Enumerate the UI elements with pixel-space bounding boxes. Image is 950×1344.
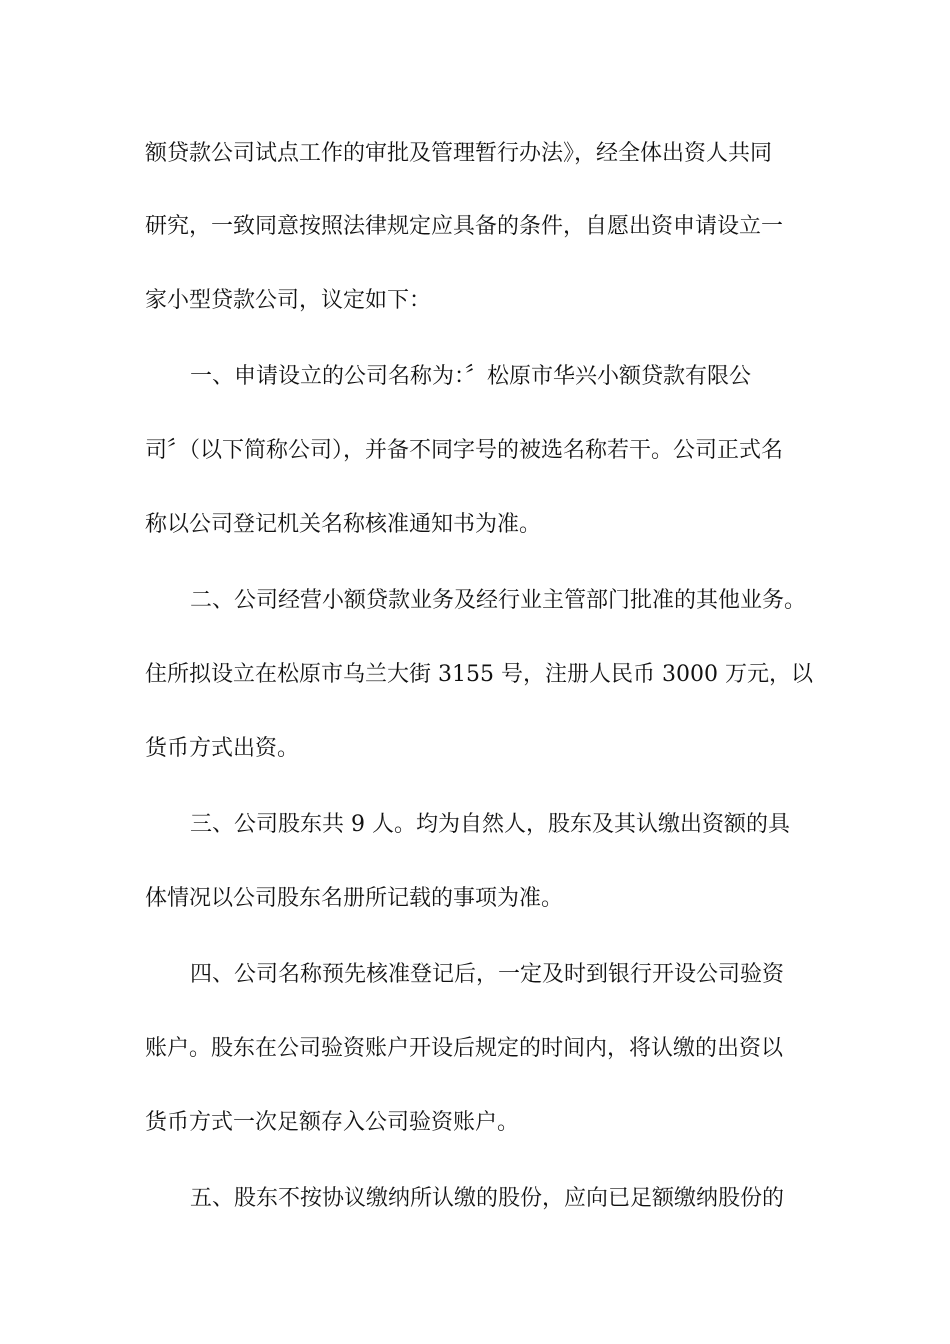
paragraph-line: 货币方式一次足额存入公司验资账户。 — [145, 1110, 520, 1135]
paragraph-line: 四、公司名称预先核准登记后，一定及时到银行开设公司验资 — [190, 962, 785, 987]
paragraph-line: 额贷款公司试点工作的审批及管理暂行办法》，经全体出资人共同 — [145, 141, 773, 166]
paragraph-line: 体情况以公司股东名册所记载的事项为准。 — [145, 886, 564, 911]
paragraph-line: 五、股东不按协议缴纳所认缴的股份，应向已足额缴纳股份的 — [190, 1186, 785, 1211]
paragraph-line: 研究，一致同意按照法律规定应具备的条件，自愿出资申请设立一 — [145, 214, 784, 239]
paragraph-line: 家小型贷款公司，议定如下： — [145, 288, 432, 313]
paragraph-line: 司〞（以下简称公司），并备不同字号的被选名称若干。公司正式名 — [145, 438, 784, 463]
paragraph-line: 住所拟设立在松原市乌兰大街 3155 号，注册人民币 3000 万元，以 — [145, 662, 813, 687]
paragraph-line: 货币方式出资。 — [145, 736, 300, 761]
paragraph-line: 二、公司经营小额贷款业务及经行业主管部门批准的其他业务。 — [190, 588, 807, 613]
paragraph-line: 三、公司股东共 9 人。均为自然人，股东及其认缴出资额的具 — [190, 812, 790, 837]
paragraph-line: 称以公司登记机关名称核准通知书为准。 — [145, 512, 542, 537]
paragraph-line: 一、申请设立的公司名称为：〞松原市华兴小额贷款有限公 — [190, 364, 752, 389]
paragraph-line: 账户。股东在公司验资账户开设后规定的时间内，将认缴的出资以 — [145, 1036, 784, 1061]
